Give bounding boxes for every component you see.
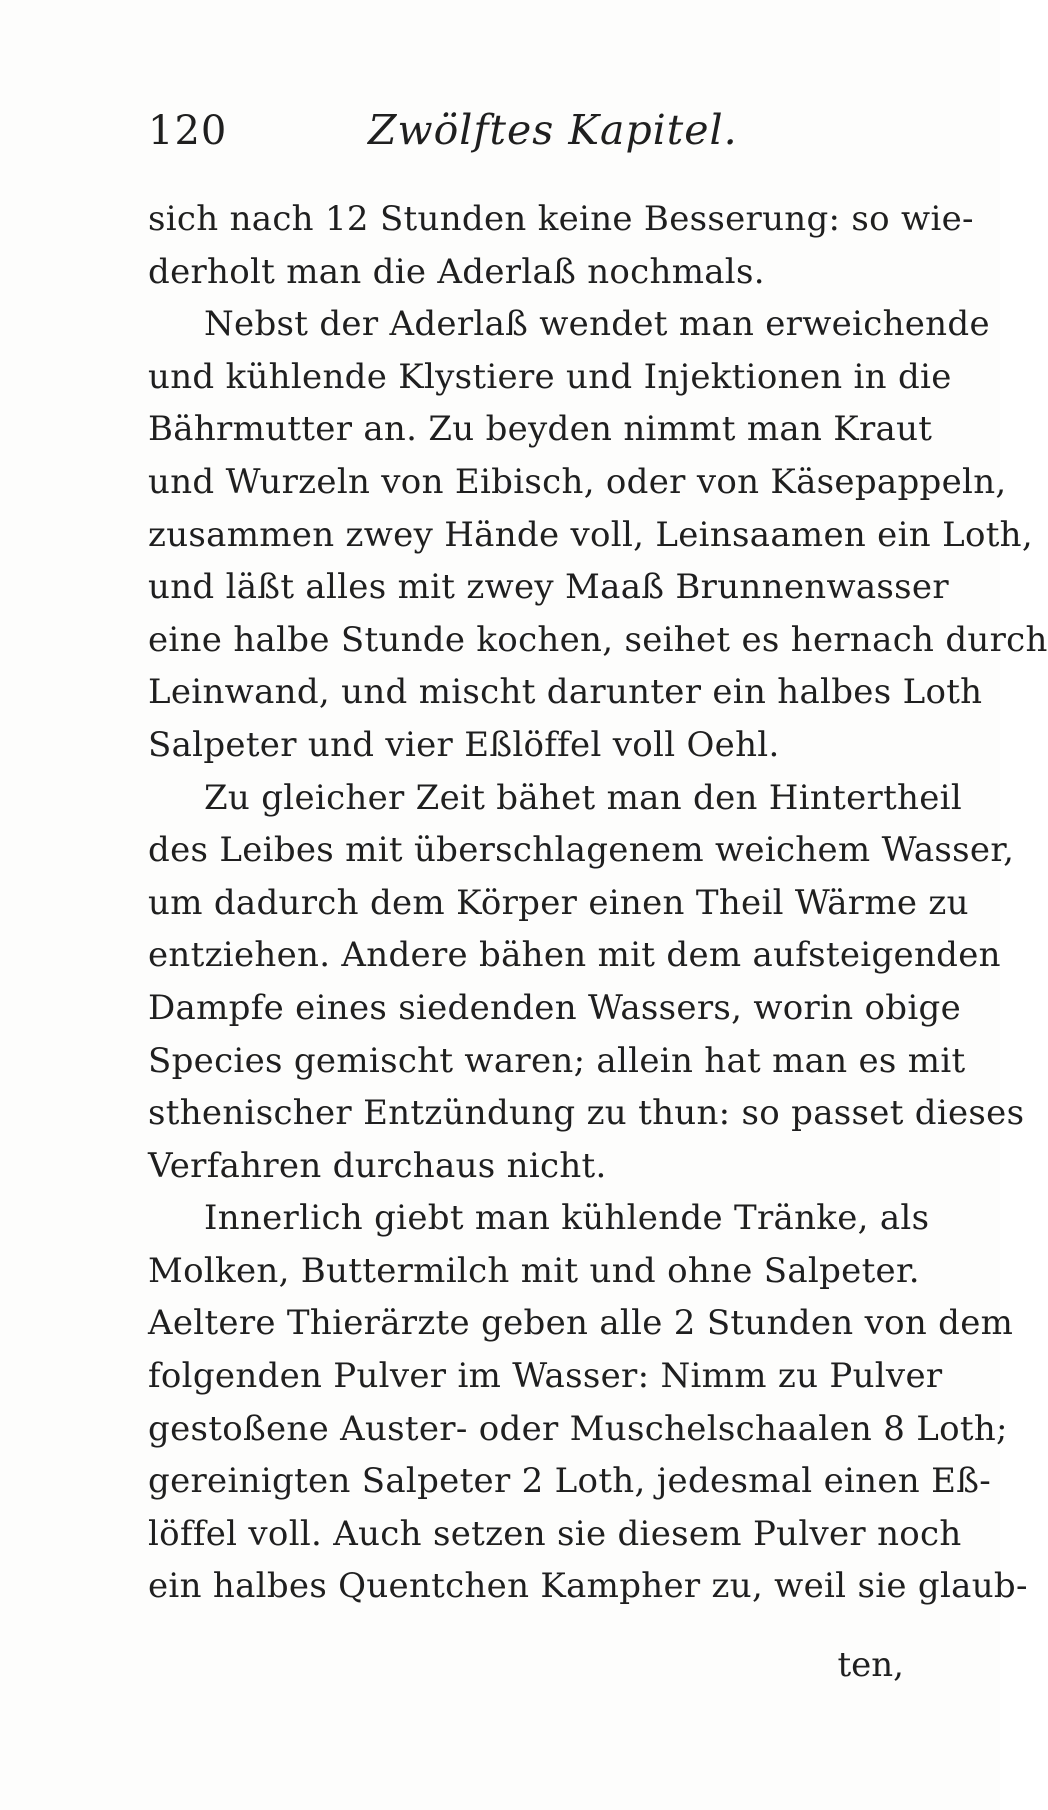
body-text	[148, 193, 1048, 1613]
text-line: Salpeter und vier Eßlöffel voll Oehl.	[148, 724, 780, 765]
text-line: zusammen zwey Hände voll, Leinsaamen ein Loth,	[148, 514, 1033, 555]
text-line: ein halbes Quentchen Kampher zu, weil sie glaub-	[148, 1566, 1028, 1607]
text-line: und läßt alles mit zwey Maaß Brunnenwasser	[148, 567, 949, 608]
text-line: um dadurch dem Körper einen Theil Wärme zu	[148, 882, 969, 923]
text-line: löffel voll. Auch setzen sie diesem Pulver noch	[148, 1513, 962, 1554]
text-line: Species gemischt waren; allein hat man es mit	[148, 1040, 966, 1081]
text-line: Verfahren durchaus nicht.	[148, 1145, 607, 1186]
running-title: Zwölftes Kapitel.	[368, 106, 738, 154]
text-line: eine halbe Stunde kochen, seihet es hernach durch	[148, 619, 1048, 660]
text-line: derholt man die Aderlaß nochmals.	[148, 251, 765, 292]
page-header	[148, 100, 908, 160]
text-line: gestoßene Auster- oder Muschelschaalen 8 Loth;	[148, 1408, 1008, 1449]
text-line: Nebst der Aderlaß wendet man erweichende	[204, 304, 990, 345]
text-line: folgenden Pulver im Wasser: Nimm zu Pulver	[148, 1356, 943, 1397]
text-line: sthenischer Entzündung zu thun: so passet dieses	[148, 1093, 1025, 1134]
text-line: sich nach 12 Stunden keine Besserung: so wie-	[148, 199, 974, 239]
catchword: ten,	[837, 1645, 904, 1685]
text-line: Zu gleicher Zeit bähet man den Hintertheil	[204, 777, 962, 818]
text-line: und Wurzeln von Eibisch, oder von Käsepappeln,	[148, 461, 1007, 502]
text-line: Innerlich giebt man kühlende Tränke, als	[204, 1198, 930, 1239]
text-line: des Leibes mit überschlagenem weichem Wasser,	[148, 830, 1015, 871]
text-line: Aeltere Thierärzte geben alle 2 Stunden von dem	[148, 1303, 1014, 1344]
text-line: Molken, Buttermilch mit und ohne Salpeter.	[148, 1250, 920, 1291]
text-line: Bährmutter an. Zu beyden nimmt man Kraut	[148, 409, 933, 450]
page-number: 120	[148, 108, 228, 154]
text-line: entziehen. Andere bähen mit dem aufsteigenden	[148, 935, 1001, 976]
text-line: Leinwand, und mischt darunter ein halbes Loth	[148, 672, 983, 713]
text-line: und kühlende Klystiere und Injektionen in die	[148, 356, 952, 397]
text-line: gereinigten Salpeter 2 Loth, jedesmal einen Eß-	[148, 1461, 992, 1502]
text-line: Dampfe eines siedenden Wassers, worin obige	[148, 987, 962, 1028]
